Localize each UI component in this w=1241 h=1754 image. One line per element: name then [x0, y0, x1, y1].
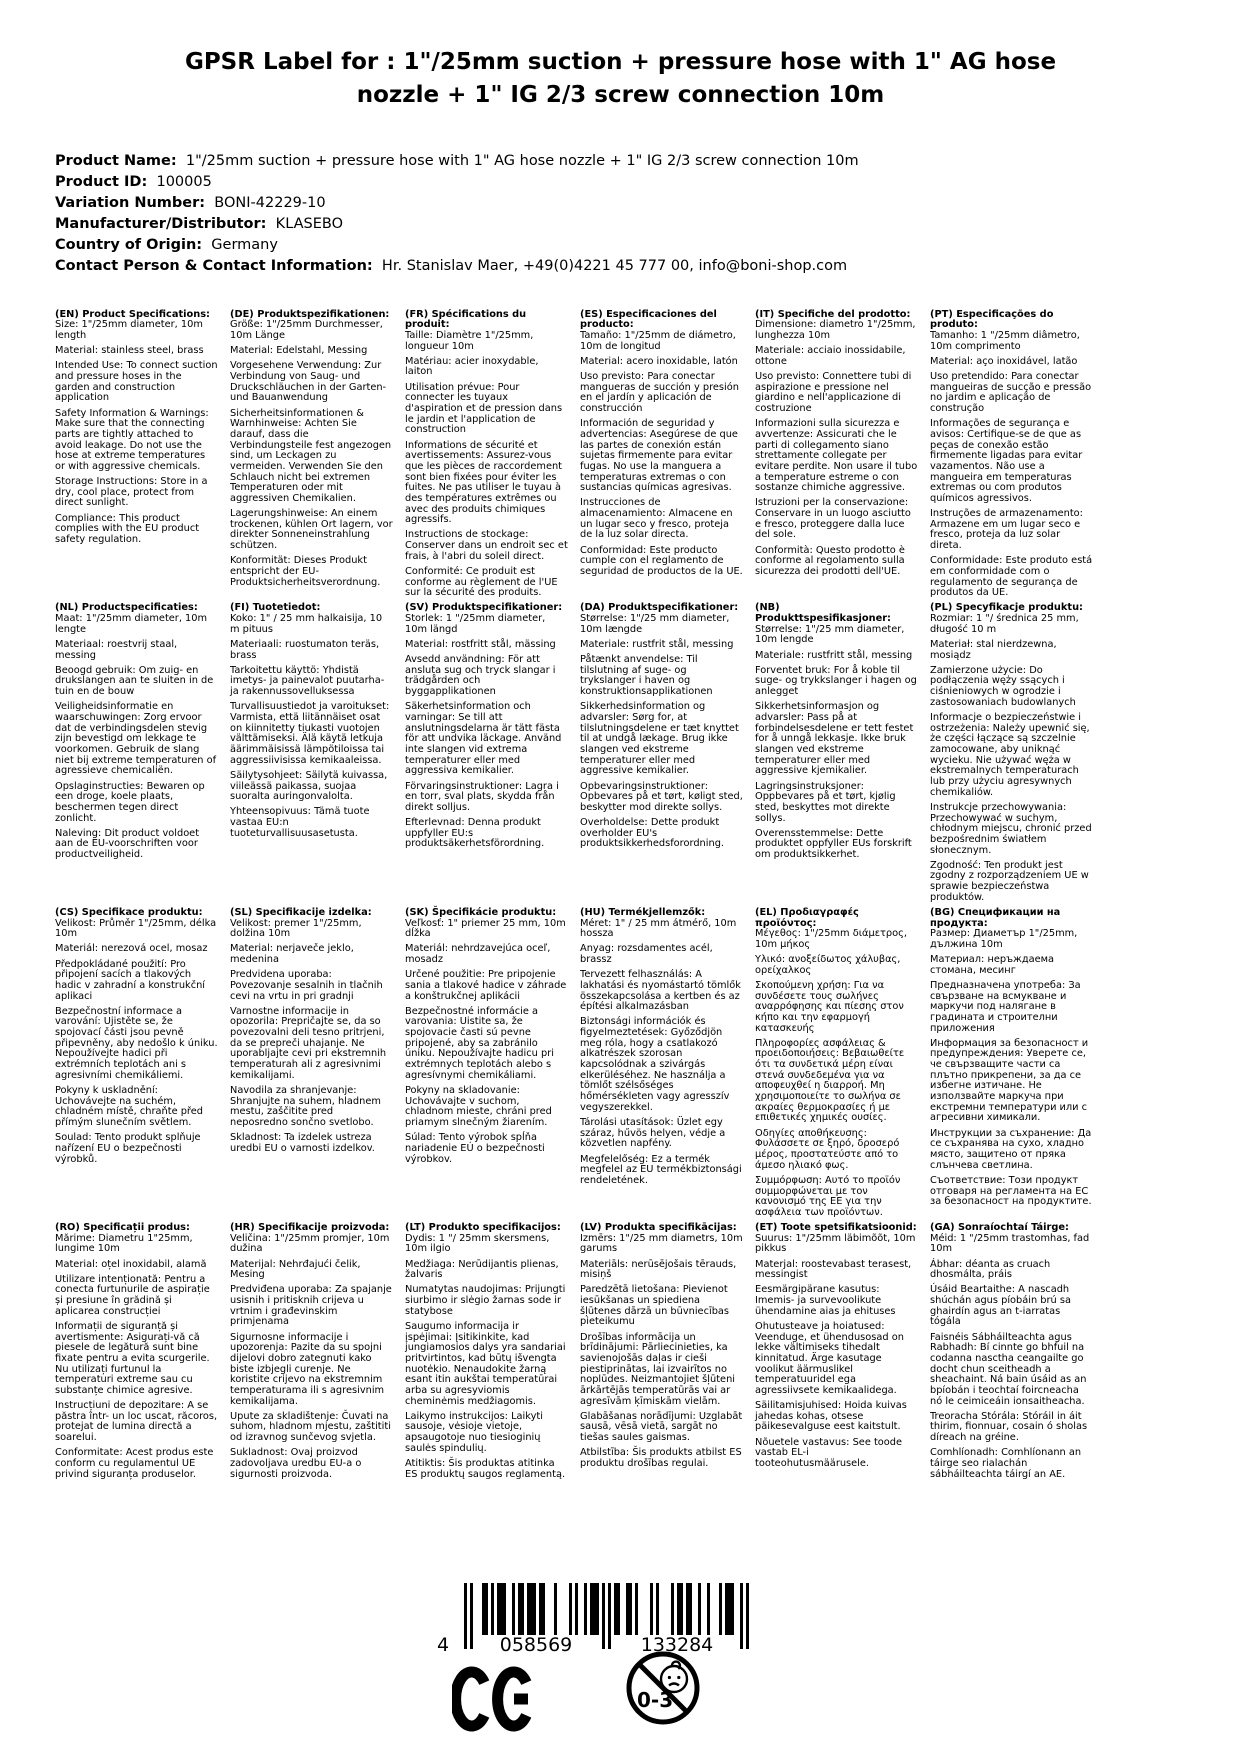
spec-paragraph: Velikost: Průměr 1"/25mm, délka 10m [55, 917, 217, 940]
spec-paragraph: Pokyny k uskladnění: Uchovávejte na suchém, chladném místě, chraňte před přímým slunečním světlem. [55, 1084, 203, 1128]
barcode-bar [677, 1583, 680, 1635]
info-value: KLASEBO [266, 216, 343, 233]
info-label: Product Name: [55, 152, 177, 169]
spec-paragraph: Förvaringsinstruktioner: Lagra i en torr, sval plats, skydda från direkt solljus. [405, 780, 559, 813]
spec-paragraph: Izmērs: 1"/25 mm diametrs, 10m garums [580, 1232, 743, 1255]
barcode-bar [686, 1583, 689, 1635]
spec-block-ga [930, 1223, 1093, 1501]
spec-paragraph: Materiale: rustfrit stål, messing [580, 638, 734, 650]
spec-paragraph: Material: Edelstahl, Messing [230, 345, 368, 357]
spec-heading: (FI) Tuotetiedot: [230, 602, 321, 614]
barcode-bar [740, 1583, 743, 1649]
product-info-row [55, 256, 1186, 277]
spec-block-pl [930, 603, 1093, 907]
spec-paragraph: Materjal: roostevabast terasest, messingist [755, 1258, 912, 1281]
spec-paragraph: Informações de segurança e avisos: Certifique-se de que as peças de conexão estão firmemente ligadas para evitar vazamentos. Não use a mangueira em temperaturas extremas ou com produtos químicos agressivos. [930, 418, 1083, 504]
spec-paragraph: Uso pretendido: Para conectar mangueiras de sucção e pressão no jardim e aplicação de construção [930, 370, 1092, 414]
spec-paragraph: Megfelelőség: Ez a termék megfelel az EU termékbiztonsági rendeletének. [580, 1153, 742, 1186]
spec-paragraph: Tarkoitettu käyttö: Yhdistä imetys- ja painevalot puutarha- ja rakennussovelluksessa [230, 664, 385, 698]
info-value: 1"/25mm suction + pressure hose with 1" AG hose nozzle + 1" IG 2/3 screw connection 10m [176, 152, 859, 169]
spec-block-cs [55, 908, 218, 1223]
barcode-bar [527, 1583, 530, 1635]
spec-block-bg [930, 908, 1093, 1223]
spec-paragraph: Soulad: Tento produkt splňuje nařízení EU o bezpečnosti výrobků. [55, 1132, 201, 1165]
spec-paragraph: Material: rostfritt stål, mässing [405, 638, 556, 650]
spec-paragraph: Materiál: nehrdzavejúca oceľ, mosadz [405, 943, 551, 966]
spec-paragraph: Säilitamisjuhised: Hoida kuivas jahedas kohas, otsese päikesevalguse eest kaitstult. [755, 1400, 907, 1433]
spec-paragraph: Forventet bruk: For å koble til suge- og trykkslanger i hagen og anlegget [755, 664, 917, 698]
spec-paragraph: Beoogd gebruik: Om zuig- en drukslangen aan te sluiten in de tuin en de bouw [55, 664, 214, 698]
info-value: Hr. Stanislav Maer, +49(0)4221 45 777 00, info@boni-shop.com [372, 258, 848, 275]
barcode-right-digits: 133284 [640, 1634, 714, 1656]
barcode-bar [482, 1583, 485, 1635]
barcode-bar [590, 1583, 593, 1635]
spec-paragraph: Materiał: stal nierdzewna, mosiądz [930, 638, 1057, 661]
spec-paragraph: Υλικό: ανοξείδωτος χάλυβας, ορείχαλκος [755, 954, 901, 976]
spec-grid [55, 310, 1241, 1501]
spec-paragraph: Instrukcje przechowywania: Przechowywać w suchym, chłodnym miejscu, chronić przed bezpośrednim światłem słonecznym. [930, 801, 1092, 856]
barcode-bar [689, 1583, 692, 1635]
spec-paragraph: Materijal: Nehrđajući čelik, Mesing [230, 1258, 361, 1281]
spec-paragraph: Předpokládané použití: Pro připojení sacích a tlakových hadic v zahradní a konstrukční aplikaci [55, 958, 206, 1002]
spec-paragraph: Instrucciones de almacenamiento: Almacene en un lugar seco y fresco, proteja de la luz solar directa. [580, 497, 733, 541]
spec-paragraph: Størrelse: 1"/25 mm diameter, 10m lengde [755, 623, 905, 646]
spec-paragraph: Pokyny na skladovanie: Uchovávajte v suchom, chladnom mieste, chráni pred priamym slnečným žiarením. [405, 1084, 552, 1128]
spec-heading: (ET) Toote spetsifikatsioonid: [755, 1222, 917, 1234]
spec-paragraph: Materiale: rustfritt stål, messing [755, 649, 913, 661]
spec-heading: (EN) Product Specifications: [55, 308, 210, 320]
spec-paragraph: Materiaal: roestvrij staal, messing [55, 638, 178, 661]
spec-paragraph: Conformité: Ce produit est conforme au règlement de l'UE sur la sécurité des produits. [405, 565, 558, 599]
spec-paragraph: Istruzioni per la conservazione: Conservare in un luogo asciutto e fresco, proteggere dalla luce del sole. [755, 497, 911, 541]
spec-paragraph: Material: oțel inoxidabil, alamă [55, 1258, 207, 1270]
spec-paragraph: Instrucțiuni de depozitare: A se păstra într- un loc uscat, răcoros, protejat de lumina directă a soarelui. [55, 1400, 218, 1444]
spec-paragraph: Material: stainless steel, brass [55, 345, 204, 357]
spec-paragraph: Zgodność: Ten produkt jest zgodny z rozporządzeniem UE w sprawie bezpieczeństwa produktów. [930, 859, 1089, 903]
spec-heading: (GA) Sonraíochtaí Táirge: [930, 1222, 1069, 1234]
barcode-bar [698, 1583, 701, 1635]
spec-paragraph: Nõuetele vastavus: See toode vastab EL-i tooteohutusmäärusele. [755, 1436, 903, 1469]
spec-paragraph: Méret: 1" / 25 mm átmérő, 10m hossza [580, 917, 737, 940]
barcode-bar [575, 1583, 578, 1635]
spec-paragraph: Säkerhetsinformation och varningar: Se till att anslutningsdelarna är tätt fästa för att undvika läckage. Använd inte slangen vid extrema temperaturer eller med aggressiva kemikalier. [405, 701, 562, 777]
age-warning-0-3-icon [625, 1650, 701, 1726]
spec-paragraph: Anyag: rozsdamentes acél, brassz [580, 943, 713, 966]
barcode-bar [596, 1583, 599, 1635]
spec-paragraph: Zamierzone użycie: Do podłączenia węży ssących i ciśnieniowych w ogrodzie i zastosowaniach budowlanych [930, 664, 1076, 708]
spec-paragraph: Ábhar: déanta as cruach dhosmálta, práis [930, 1258, 1051, 1281]
spec-paragraph: Súlad: Tento výrobok spĺňa nariadenie EÚ o bezpečnosti výrobkov. [405, 1132, 545, 1165]
spec-heading: (ES) Especificaciones del producto: [580, 308, 717, 331]
spec-paragraph: Σκοπούμενη χρήση: Για να συνδέσετε τους σωλήνες αναρρόφησης και πίεσης στον κήπο και την εφαρμογή κατασκευής [755, 979, 904, 1034]
product-info [55, 151, 1186, 278]
spec-block-es [580, 310, 743, 604]
spec-block-nl [55, 603, 218, 907]
age-warning-text: 0-3 [637, 1688, 674, 1712]
spec-paragraph: Intended Use: To connect suction and pressure hoses in the garden and construction application [55, 360, 218, 404]
spec-paragraph: Material: nerjaveče jeklo, medenina [230, 943, 354, 966]
barcode-bar [518, 1583, 521, 1635]
spec-paragraph: Lagerungshinweise: An einem trockenen, kühlen Ort lagern, vor direkter Sonneneinstrahlung schützen. [230, 508, 393, 552]
spec-block-fr [405, 310, 568, 604]
spec-heading: (PT) Especificações do produto: [930, 308, 1054, 331]
barcode-bar [497, 1583, 500, 1635]
barcode-bar [530, 1583, 533, 1635]
spec-heading: (LV) Produkta specifikācijas: [580, 1222, 737, 1234]
spec-block-hu [580, 908, 743, 1223]
spec-paragraph: Materiál: nerezová ocel, mosaz [55, 943, 208, 955]
barcode-bar [617, 1583, 620, 1635]
barcode-bar [602, 1583, 605, 1649]
info-value: 100005 [147, 173, 212, 190]
barcode-bar [614, 1583, 617, 1635]
spec-paragraph: Instructions de stockage: Conserver dans un endroit sec et frais, à l'abri du soleil direct. [405, 529, 568, 562]
spec-paragraph: Vorgesehene Verwendung: Zur Verbindung von Saug- und Druckschläuchen in der Garten- und Bauanwendung [230, 360, 387, 404]
spec-paragraph: Informations de sécurité et avertissements: Assurez-vous que les pièces de raccordement sont bien fixées pour éviter les fuites. Ne pas utiliser le tuyau à des températures extrêmes ou avec des produits chimiques agressifs. [405, 439, 563, 526]
spec-block-en [55, 310, 218, 604]
spec-paragraph: Materiaali: ruostumaton teräs, brass [230, 638, 380, 661]
spec-paragraph: Compliance: This product complies with the EU product safety regulation. [55, 512, 200, 545]
info-label: Manufacturer/Distributor: [55, 216, 267, 233]
barcode-bar [728, 1583, 731, 1635]
spec-block-de [230, 310, 393, 604]
spec-paragraph: Ohutusteave ja hoiatused: Veenduge, et ühendusosad on lekke vältimiseks tihedalt kinnitatud. Ärge kasutage voolikut äärmuslikel temperatuuridel ega agressiivsete kemikaalidega. [755, 1320, 904, 1396]
spec-paragraph: Eesmärgipärane kasutus: Imemis- ja survevoolikute ühendamine aias ja ehituses [755, 1284, 896, 1317]
spec-paragraph: Utilizare intenționată: Pentru a conecta furtunurile de aspirație și presiune în grădină și aplicarea construcției [55, 1273, 210, 1317]
spec-block-hr [230, 1223, 393, 1501]
spec-heading: (LT) Produkto specifikacijos: [405, 1222, 561, 1234]
barcode-bar [485, 1583, 488, 1635]
spec-paragraph: Laikymo instrukcijos: Laikyti sausoje, vėsioje vietoje, apsaugotoje nuo tiesioginių saulės spindulių. [405, 1410, 543, 1454]
spec-heading: (EL) Προδιαγραφές προϊόντος: [755, 906, 859, 929]
spec-paragraph: Materiale: acciaio inossidabile, ottone [755, 345, 906, 367]
barcode-bar [539, 1583, 542, 1635]
spec-block-lv [580, 1223, 743, 1501]
spec-paragraph: Conformidade: Este produto está em conformidade com o regulamento de segurança de produtos da UE. [930, 555, 1093, 599]
spec-heading: (IT) Specifiche del prodotto: [755, 308, 911, 320]
spec-paragraph: Conformità: Questo prodotto è conforme al regolamento sulla sicurezza dei prodotti dell'UE. [755, 544, 905, 577]
spec-paragraph: Påtænkt anvendelse: Til tilslutning af suge- og trykslanger i haven og konstruktionsapplikationen [580, 654, 713, 698]
info-value: BONI-42229-10 [205, 195, 326, 211]
spec-paragraph: Paredzētā lietošana: Pievienot iesūkšanas un spiediena šļūtenes dārzā un būvniecības pieteikumu [580, 1284, 730, 1328]
spec-paragraph: Konformität: Dieses Produkt entspricht der EU-Produktsicherheitsverordnung. [230, 555, 381, 588]
barcode-bar [542, 1583, 545, 1635]
spec-paragraph: Πληροφορίες ασφάλειας & προειδοποιήσεις: Βεβαιωθείτε ότι τα συνδετικά μέρη είναι στενά συνδεδεμένα για να αποφευχθεί η διαρροή. Μη χρησιμοποιείτε το σωλήνα σε ακραίες θερμοκρασίες ή με επιθετικές χημικές ουσίες. [755, 1037, 905, 1124]
spec-paragraph: Bezpečnostní informace a varování: Ujistěte se, že spojovací části jsou pevně připevněny, aby nedošlo k úniku. Nepoužívejte hadici při extrémních teplotách ani s agresivními chemikáliemi. [55, 1005, 218, 1081]
barcode-bar [707, 1583, 710, 1635]
spec-paragraph: Drošības informācija un brīdinājumi: Pārliecinieties, ka savienojošās daļas ir cieši piestiprinātas, lai izvairītos no noplūdes. Neizmantojiet šļūteni ārkārtējās temperatūrās vai ar agresīvām ķīmiskām vielām. [580, 1331, 736, 1407]
barcode-bar [635, 1583, 638, 1635]
spec-paragraph: Size: 1"/25mm diameter, 10m length [55, 319, 203, 341]
barcode-bar [470, 1583, 473, 1649]
spec-paragraph: Glabāšanas norādījumi: Uzglabāt sausā, vēsā vietā, sargāt no tiešas saules gaismas. [580, 1410, 743, 1444]
spec-paragraph: Comhlíonadh: Comhlíonann an táirge seo rialachán sábháilteachta táirgí an AE. [930, 1447, 1082, 1480]
spec-paragraph: Úsáid Beartaithe: A nascadh shúchán agus píobáin brú sa ghairdín agus an t-iarratas tógála [930, 1284, 1071, 1328]
spec-paragraph: Bezpečnostné informácie a varovania: Uistite sa, že spojovacie časti sú pevne pripojené, aby sa zabránilo úniku. Nepoužívajte hadicu pri extrémnych teplotách alebo s agresívnymi chemikáliami. [405, 1005, 554, 1081]
spec-heading: (CS) Specifikace produktu: [55, 906, 203, 918]
barcode-bar [671, 1583, 674, 1635]
spec-paragraph: Opslaginstructies: Bewaren op een droge, koele plaats, beschermen tegen direct zonlicht. [55, 780, 205, 824]
barcode-lead-digit: 4 [436, 1634, 450, 1656]
spec-block-sl [230, 908, 393, 1223]
ce-mark-icon [452, 1660, 536, 1738]
spec-paragraph: Veličina: 1"/25mm promjer, 10m dužina [230, 1232, 390, 1255]
spec-paragraph: Numatytas naudojimas: Prijungti siurbimo ir slėgio žarnas sode ir statybose [405, 1284, 566, 1317]
product-info-row [55, 193, 1186, 214]
info-label: Contact Person & Contact Information: [55, 258, 373, 275]
spec-paragraph: Mărime: Diametru 1"25mm, lungime 10m [55, 1232, 193, 1255]
barcode-bar [554, 1583, 557, 1635]
spec-paragraph: Varnostne informacije in opozorila: Prepričajte se, da so povezovalni deli tesno pritrjeni, da se prepreči uhajanje. Ne uporabljajte cevi pri ekstremnih temperaturah ali z agresivnimi kemikalijami. [230, 1005, 387, 1081]
spec-paragraph: Biztonsági információk és figyelmeztetések: Győződjön meg róla, hogy a csatlakozó alkatrészek szorosan kapcsolódnak a szivárgás elkerüléséhez. Ne használja a tömlőt szélsőséges hőmérsékleten vagy agresszív vegyszerekkel. [580, 1016, 730, 1113]
spec-paragraph: Určené použitie: Pre pripojenie sania a tlakové hadice v záhrade a konštrukčnej aplikácii [405, 969, 567, 1002]
spec-paragraph: Koko: 1" / 25 mm halkaisija, 10 m pituus [230, 613, 383, 635]
spec-paragraph: Инструкции за съхранение: Да се съхранява на сухо, хладно място, защитено от пряка слънчева светлина. [930, 1127, 1092, 1171]
spec-paragraph: Matériau: acier inoxydable, laiton [405, 355, 539, 378]
spec-heading: (NB) Produkttspesifikasjoner: [755, 602, 891, 625]
spec-paragraph: Material: acero inoxidable, latón [580, 355, 738, 367]
spec-paragraph: Informacje o bezpieczeństwie i ostrzeżenia: Należy upewnić się, że części łączące są szczelnie zamocowane, aby uniknąć wycieku. Nie używać węża w ekstremalnych temperaturach lub przy użyciu agresywnych chemikaliów. [930, 711, 1090, 798]
barcode-bar [629, 1583, 632, 1635]
spec-paragraph: Lagringsinstruksjoner: Oppbevares på et tørt, kjølig sted, beskyttes mot direkte sollys. [755, 780, 896, 824]
spec-paragraph: Predvidena uporaba: Povezovanje sesalnih in tlačnih cevi na vrtu in pri gradnji [230, 969, 383, 1002]
spec-heading: (FR) Spécifications du produit: [405, 308, 527, 331]
barcode-bar [500, 1583, 503, 1635]
product-info-row [55, 214, 1186, 235]
spec-paragraph: Saugumo informacija ir įspėjimai: Įsitikinkite, kad jungiamosios dalys yra sandariai pritvirtintos, kad būtų išvengta nuotėkio. Nenaudokite žarną esant itin aukštai temperatūrai arba su agresyviomis cheminėmis medžiagomis. [405, 1320, 566, 1407]
spec-paragraph: Tervezett felhasználás: A lakhatási és nyomástartó tömlők összekapcsolása a kertben és az építési alkalmazásban [580, 969, 741, 1013]
spec-paragraph: Turvallisuustiedot ja varoitukset: Varmista, että liitännäiset osat on kiinnitetty tiukasti vuotojen välttämiseksi. Älä käytä letkuja äärimmäisissä lämpötiloissa tai aggressiivisissa kemikaaleissa. [230, 701, 390, 766]
spec-paragraph: Предназначена употреба: За свързване на всмукване и маркучи под налягане в градината и строителни приложения [930, 979, 1081, 1034]
spec-block-da [580, 603, 743, 907]
info-label: Country of Origin: [55, 237, 203, 254]
spec-paragraph: Faisnéis Sábháilteachta agus Rabhadh: Bí cinnte go bhfuil na codanna nasctha ceangailte go docht chun sceitheadh a sheachaint. Ná bain úsáid as an bpíobán i teochtaí foircneacha nó le ceimiceáin ionsaitheacha. [930, 1331, 1087, 1407]
spec-paragraph: Informazioni sulla sicurezza e avvertenze: Assicurati che le parti di collegamento siano strettamente collegate per evitare perdite. Non usare il tubo a temperature estreme o con sostanze chimiche aggressive. [755, 418, 918, 494]
spec-paragraph: Sicherheitsinformationen & Warnhinweise: Achten Sie darauf, dass die Verbindungsteile fest angezogen sind, um Leckagen zu vermeiden. Verwenden Sie den Schlauch nicht bei extremen Temperaturen oder mit aggressiven Chemikalien. [230, 407, 392, 504]
spec-paragraph: Sukladnost: Ovaj proizvod zadovoljava uredbu EU-a o sigurnosti proizvoda. [230, 1447, 362, 1480]
spec-paragraph: Tamaño: 1"/25mm de diámetro, 10m de longitud [580, 329, 736, 352]
barcode-bar [680, 1583, 683, 1635]
spec-paragraph: Veľkosť: 1" priemer 25 mm, 10m dĺžka [405, 917, 566, 940]
spec-paragraph: Съответствие: Този продукт отговаря на регламента на ЕС за безопасност на продуктите. [930, 1174, 1092, 1208]
spec-paragraph: Μέγεθος: 1"/25mm διάμετρος, 10m μήκος [755, 928, 907, 950]
spec-paragraph: Uso previsto: Para conectar mangueras de succión y presión en el jardín y aplicación de construcción [580, 370, 739, 414]
spec-paragraph: Material: aço inoxidável, latão [930, 355, 1078, 367]
spec-block-fi [230, 603, 393, 907]
spec-paragraph: Tamanho: 1 "/25mm diâmetro, 10m comprimento [930, 329, 1080, 352]
spec-paragraph: Treoracha Stórála: Stóráil in áit thirim, fionnuar, cosain ó sholas díreach na gréine. [930, 1410, 1088, 1444]
spec-heading: (HU) Termékjellemzők: [580, 906, 706, 918]
spec-paragraph: Größe: 1"/25mm Durchmesser, 10m Länge [230, 319, 383, 341]
spec-paragraph: Maat: 1"/25mm diameter, 10m lengte [55, 613, 208, 635]
spec-paragraph: Utilisation prévue: Pour connecter les tuyaux d'aspiration et de pression dans le jardin et l'application de construction [405, 381, 563, 436]
spec-paragraph: Storage Instructions: Store in a dry, cool place, protect from direct sunlight. [55, 476, 208, 509]
spec-paragraph: Opbevaringsinstruktioner: Opbevares på et tørt, køligt sted, beskytter mod direkte sollys. [580, 780, 743, 813]
spec-block-el [755, 908, 918, 1223]
spec-paragraph: Rozmiar: 1 "/ średnica 25 mm, długość 10 m [930, 613, 1079, 635]
ean13-barcode-icon [430, 1583, 752, 1657]
spec-paragraph: Méid: 1 "/25mm trastomhas, fad 10m [930, 1232, 1090, 1255]
spec-block-it [755, 310, 918, 604]
spec-heading: (DA) Produktspecifikationer: [580, 602, 739, 614]
barcode-left-digits: 058569 [499, 1634, 573, 1656]
spec-paragraph: Upute za skladištenje: Čuvati na suhom, hladnom mjestu, zaštititi od izravnog sunčevog svjetla. [230, 1410, 391, 1444]
spec-paragraph: Conformidad: Este producto cumple con el reglamento de seguridad de productos de la UE. [580, 544, 743, 577]
barcode-bar [491, 1583, 494, 1635]
spec-paragraph: Materiāls: nerūsējošais tērauds, misiņš [580, 1258, 737, 1281]
barcode-bar [731, 1583, 734, 1635]
spec-paragraph: Naleving: Dit product voldoet aan de EU-voorschriften voor productveiligheid. [55, 827, 200, 861]
spec-paragraph: Sigurnosne informacije i upozorenja: Pazite da su spojni dijelovi dobro zategnuti kako biste izbjegli curenje. Ne koristite crijevo na ekstremnim temperaturama ili s agresivnim kemikalijama. [230, 1331, 385, 1407]
barcode-bar [626, 1583, 629, 1635]
barcode-bar [569, 1583, 572, 1635]
spec-paragraph: Материал: неръждаема стомана, месинг [930, 954, 1055, 976]
spec-block-ro [55, 1223, 218, 1501]
spec-paragraph: Avsedd användning: För att ansluta sug och tryck slangar i trädgården och byggapplikationen [405, 654, 556, 698]
spec-paragraph: Informații de siguranță și avertismente: Asigurați-vă că piesele de legătură sunt bine fixate pentru a evita scurgerile. Nu utilizați furtunul la temperaturi extreme sau cu substanțe chimice agresive. [55, 1320, 210, 1396]
spec-paragraph: Overensstemmelse: Dette produktet oppfyller EUs forskrift om produktsikkerhet. [755, 827, 912, 861]
spec-heading: (DE) Produktspezifikationen: [230, 308, 390, 320]
spec-heading: (RO) Specificații produs: [55, 1222, 190, 1234]
spec-paragraph: Skladnost: Ta izdelek ustreza uredbi EU o varnosti izdelkov. [230, 1132, 375, 1154]
barcode-bar [650, 1583, 653, 1635]
barcode-bar [608, 1583, 611, 1649]
spec-paragraph: Sikkerhedsinformation og advarsler: Sørg for, at tilslutningsdelene er tæt knyttet til at undgå lækage. Brug ikke slangen ved ekstreme temperaturer eller med aggressive kemikalier. [580, 701, 739, 777]
barcode-bar [503, 1583, 506, 1635]
product-info-row [55, 172, 1186, 193]
barcode-bar [512, 1583, 515, 1635]
product-info-row [55, 151, 1186, 172]
spec-paragraph: Overholdelse: Dette produkt overholder EU's produktsikkerhedsforordning. [580, 817, 725, 850]
barcode-bar [656, 1583, 659, 1635]
spec-paragraph: Atbilstība: Šis produkts atbilst ES produktu drošības regulai. [580, 1447, 742, 1469]
page-title: GPSR Label for : 1"/25mm suction + pressure hose with 1" AG hose nozzle + 1" IG 2/3 screw connection 10m [184, 49, 1057, 109]
spec-block-lt [405, 1223, 568, 1501]
spec-paragraph: Storlek: 1 "/25mm diameter, 10m längd [405, 613, 546, 635]
product-info-row [55, 235, 1186, 256]
spec-paragraph: Safety Information & Warnings: Make sure that the connecting parts are tightly attached to avoid leakage. Do not use the hose at extreme temperatures or with aggressive chemicals. [55, 407, 209, 472]
spec-heading: (SV) Produktspecifikationer: [405, 602, 563, 614]
info-label: Product ID: [55, 173, 148, 190]
barcode-bar [533, 1583, 536, 1635]
spec-paragraph: Информация за безопасност и предупреждения: Уверете се, че свързващите части са плътно прикрепени, за да се избегне изтичане. Не използвайте маркуча при екстремни температури или с агресивни химикали. [930, 1037, 1089, 1124]
spec-paragraph: Taille: Diamètre 1"/25mm, longueur 10m [405, 329, 534, 352]
spec-paragraph: Navodila za shranjevanje: Shranjujte na suhem, hladnem mestu, zaščitite pred neposredno sončno svetlobo. [230, 1084, 381, 1128]
spec-paragraph: Atitiktis: Šis produktas atitinka ES produktų saugos reglamentą. [405, 1457, 566, 1480]
spec-paragraph: Predviđena uporaba: Za spajanje usisnih i pritisknih crijeva u vrtnim i građevinskim primjenama [230, 1284, 392, 1328]
spec-paragraph: Veiligheidsinformatie en waarschuwingen: Zorg ervoor dat de verbindingsdelen stevig zijn bevestigd om lekkage te voorkomen. Gebruik de slang niet bij extreme temperaturen of agressieve chemicaliën. [55, 701, 217, 777]
spec-paragraph: Conformitate: Acest produs este conform cu regulamentul UE privind siguranța produselor. [55, 1447, 214, 1480]
spec-paragraph: Dydis: 1 "/ 25mm skersmens, 10m ilgio [405, 1232, 550, 1255]
spec-block-et [755, 1223, 918, 1501]
spec-paragraph: Οδηγίες αποθήκευσης: Φυλάσσετε σε ξηρό, δροσερό μέρος, προστατεύστε από το άμεσο ηλιακό φως. [755, 1127, 900, 1171]
spec-paragraph: Sikkerhetsinformasjon og advarsler: Pass på at forbindelsesdelene er tett festet for å unngå lekkasje. Ikke bruk slangen ved ekstreme temperaturer eller med aggressive kjemikalier. [755, 701, 914, 777]
spec-paragraph: Medžiaga: Nerūdijantis plienas, žalvaris [405, 1258, 559, 1281]
spec-heading: (BG) Спецификации на продукта: [930, 906, 1061, 929]
info-value: Germany [202, 237, 278, 254]
spec-paragraph: Suurus: 1"/25mm läbimõõt, 10m pikkus [755, 1232, 916, 1255]
spec-paragraph: Tárolási utasítások: Üzlet egy száraz, hűvös helyen, védje a közvetlen napfény. [580, 1116, 726, 1150]
spec-block-sk [405, 908, 568, 1223]
info-label: Variation Number: [55, 195, 206, 211]
spec-heading: (PL) Specyfikacje produktu: [930, 602, 1083, 614]
spec-paragraph: Συμμόρφωση: Αυτό το προϊόν συμμορφώνεται με τον κανονισμό της ΕΕ για την ασφάλεια των προϊόντων. [755, 1174, 901, 1218]
spec-paragraph: Efterlevnad: Denna produkt uppfyller EU:s produktsäkerhetsförordning. [405, 817, 545, 850]
spec-block-pt [930, 310, 1093, 604]
barcode-bar [719, 1583, 722, 1635]
barcode-bar [725, 1583, 728, 1635]
spec-paragraph: Información de seguridad y advertencias: Asegúrese de que las partes de conexión están sujetas firmemente para evitar fugas. No use la manguera a temperaturas extremas o con sustancias químicas agresivas. [580, 418, 738, 494]
spec-paragraph: Velikost: premer 1"/25mm, dolžina 10m [230, 917, 362, 940]
spec-heading: (SL) Specifikacije izdelka: [230, 906, 372, 918]
spec-heading: (HR) Specifikacije proizvoda: [230, 1222, 390, 1234]
spec-heading: (SK) Špecifikácie produktu: [405, 906, 557, 918]
spec-paragraph: Yhteensopivuus: Tämä tuote vastaa EU:n tuoteturvallisuusasetusta. [230, 806, 370, 839]
barcode-bar [584, 1583, 587, 1635]
spec-paragraph: Säilytysohjeet: Säilytä kuivassa, viileässä paikassa, suojaa suoralta auringonvalolta. [230, 769, 388, 803]
ce-letter-c [456, 1672, 485, 1726]
spec-block-nb [755, 603, 918, 907]
spec-paragraph: Størrelse: 1"/25 mm diameter, 10m længde [580, 613, 730, 635]
barcode-bar [464, 1583, 467, 1649]
spec-heading: (NL) Productspecificaties: [55, 602, 198, 614]
barcode-bar [521, 1583, 524, 1635]
spec-block-sv [405, 603, 568, 907]
spec-paragraph: Uso previsto: Connettere tubi di aspirazione e pressione nel giardino e nell'applicazione di costruzione [755, 370, 912, 414]
spec-paragraph: Размер: Диаметър 1"/25mm, дължина 10m [930, 928, 1078, 950]
barcode-bar [746, 1583, 749, 1649]
spec-paragraph: Instruções de armazenamento: Armazene em um lugar seco e fresco, proteja da luz solar direta. [930, 508, 1083, 552]
spec-paragraph: Dimensione: diametro 1"/25mm, lunghezza 10m [755, 319, 916, 341]
barcode-bar [593, 1583, 596, 1635]
